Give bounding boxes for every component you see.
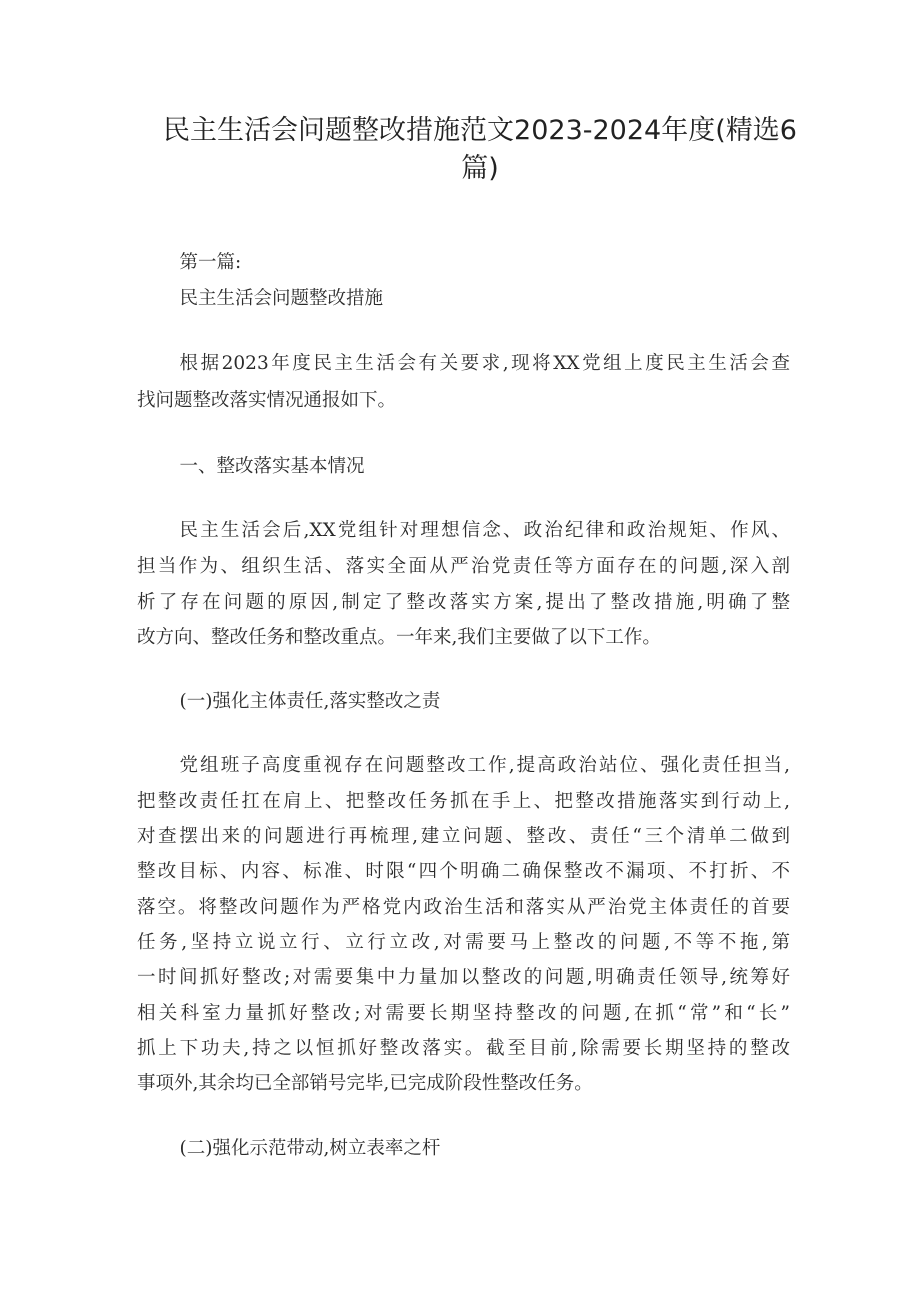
paragraph-line: 析了存在问题的原因,制定了整改落实方案,提出了整改措施,明确了整 bbox=[137, 592, 790, 613]
paragraph-line: 党组班子高度重视存在问题整改工作,提高政治站位、强化责任担当, bbox=[179, 755, 790, 776]
heading-level-2: (二)强化示范带动,树立表率之杆 bbox=[179, 1138, 441, 1159]
paragraph-line: 一时间抓好整改;对需要集中力量加以整改的问题,明确责任领导,统筹好 bbox=[137, 967, 790, 988]
paragraph-line: 抓上下功夫,持之以恒抓好整改落实。截至目前,除需要长期坚持的整改 bbox=[137, 1038, 790, 1059]
section-heading: 第一篇: bbox=[179, 252, 242, 273]
paragraph-line: 根据2023年度民主生活会有关要求,现将XX党组上度民主生活会查 bbox=[179, 353, 790, 374]
paragraph-line: 改方向、整改任务和整改重点。一年来,我们主要做了以下工作。 bbox=[137, 627, 661, 648]
paragraph-line: 担当作为、组织生活、落实全面从严治党责任等方面存在的问题,深入剖 bbox=[137, 556, 790, 577]
title-line-2: 篇) bbox=[461, 153, 499, 184]
paragraph-line: 整改目标、内容、标准、时限“四个明确二确保整改不漏项、不打折、不 bbox=[137, 861, 790, 882]
section-subtitle: 民主生活会问题整改措施 bbox=[179, 288, 384, 309]
title-line-1: 民主生活会问题整改措施范文2023-2024年度(精选6 bbox=[163, 115, 797, 146]
paragraph-line: 把整改责任扛在肩上、把整改任务抓在手上、把整改措施落实到行动上, bbox=[137, 791, 790, 812]
paragraph-line: 落空。将整改问题作为严格党内政治生活和落实从严治党主体责任的首要 bbox=[137, 897, 790, 918]
paragraph-line: 任务,坚持立说立行、立行立改,对需要马上整改的问题,不等不拖,第 bbox=[137, 932, 790, 953]
document-title bbox=[160, 112, 800, 188]
heading-level-2: (一)强化主体责任,落实整改之责 bbox=[179, 691, 441, 712]
paragraph-line: 民主生活会后,XX党组针对理想信念、政治纪律和政治规矩、作风、 bbox=[179, 520, 790, 541]
paragraph-line: 事项外,其余均已全部销号完毕,已完成阶段性整改任务。 bbox=[137, 1073, 593, 1094]
paragraph-line: 相关科室力量抓好整改;对需要长期坚持整改的问题,在抓“常”和“长” bbox=[137, 1003, 790, 1024]
paragraph-line: 对查摆出来的问题进行再梳理,建立问题、整改、责任“三个清单二做到 bbox=[137, 826, 790, 847]
paragraph-line: 找问题整改落实情况通报如下。 bbox=[137, 390, 397, 411]
heading-level-1: 一、整改落实基本情况 bbox=[179, 456, 365, 477]
